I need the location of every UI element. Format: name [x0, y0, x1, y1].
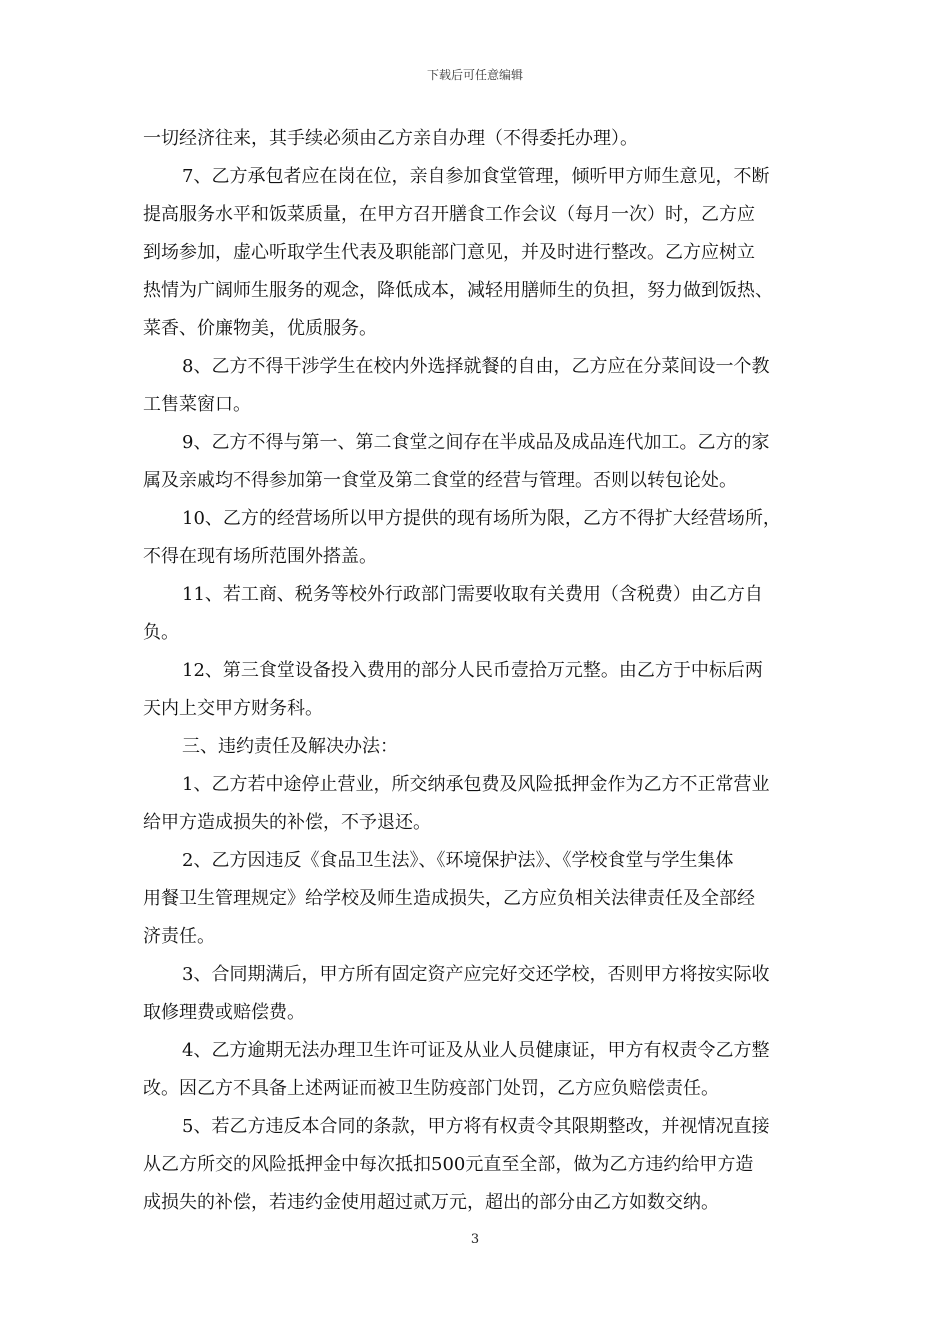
- text-line: 不得在现有场所范围外搭盖。: [143, 546, 377, 567]
- page-number: 3: [470, 1232, 480, 1247]
- text-line: 1、乙方若中途停止营业，所交纳承包费及风险抵押金作为乙方不正常营业: [182, 774, 770, 795]
- text-line: 5、若乙方违反本合同的条款，甲方将有权责令其限期整改，并视情况直接: [182, 1116, 770, 1137]
- text-line: 从乙方所交的风险抵押金中每次抵扣500元直至全部，做为乙方违约给甲方造: [143, 1154, 754, 1175]
- text-line: 10、乙方的经营场所以甲方提供的现有场所为限，乙方不得扩大经营场所，: [182, 508, 781, 529]
- text-line: 用餐卫生管理规定》给学校及师生造成损失，乙方应负相关法律责任及全部经: [143, 888, 755, 909]
- text-line: 2、乙方因违反《食品卫生法》、《环境保护法》、《学校食堂与学生集体: [182, 850, 734, 871]
- text-line: 济责任。: [143, 926, 215, 947]
- text-line: 7、乙方承包者应在岗在位，亲自参加食堂管理，倾听甲方师生意见，不断: [182, 166, 770, 187]
- text-line: 4、乙方逾期无法办理卫生许可证及从业人员健康证，甲方有权责令乙方整: [182, 1040, 770, 1061]
- page-header: 下载后可任意编辑: [426, 68, 523, 82]
- text-line: 属及亲戚均不得参加第一食堂及第二食堂的经营与管理。否则以转包论处。: [143, 470, 737, 491]
- text-line: 天内上交甲方财务科。: [143, 698, 323, 719]
- text-line: 菜香、价廉物美，优质服务。: [143, 318, 377, 339]
- text-line: 取修理费或赔偿费。: [143, 1002, 305, 1023]
- text-line: 负。: [143, 622, 179, 643]
- text-line: 12、第三食堂设备投入费用的部分人民币壹拾万元整。由乙方于中标后两: [182, 660, 763, 681]
- text-line: 成损失的补偿，若违约金使用超过贰万元，超出的部分由乙方如数交纳。: [143, 1192, 719, 1213]
- text-line: 9、乙方不得与第一、第二食堂之间存在半成品及成品连代加工。乙方的家: [182, 432, 770, 453]
- text-line: 8、乙方不得干涉学生在校内外选择就餐的自由，乙方应在分菜间设一个教: [182, 356, 770, 377]
- text-line: 11、若工商、税务等校外行政部门需要收取有关费用（含税费）由乙方自: [182, 584, 763, 605]
- text-line: 提高服务水平和饭菜质量，在甲方召开膳食工作会议（每月一次）时，乙方应: [143, 204, 755, 225]
- text-line: 给甲方造成损失的补偿，不予退还。: [143, 812, 431, 833]
- text-line: 三、违约责任及解决办法：: [182, 736, 398, 757]
- text-line: 改。因乙方不具备上述两证而被卫生防疫部门处罚，乙方应负赔偿责任。: [143, 1078, 719, 1099]
- contract-body: [143, 120, 810, 1222]
- text-line: 3、合同期满后，甲方所有固定资产应完好交还学校，否则甲方将按实际收: [182, 964, 770, 985]
- text-line: 工售菜窗口。: [143, 394, 251, 415]
- text-line: 热情为广阔师生服务的观念，降低成本，减轻用膳师生的负担，努力做到饭热、: [143, 280, 773, 301]
- text-line: 到场参加，虚心听取学生代表及职能部门意见，并及时进行整改。乙方应树立: [143, 242, 755, 263]
- text-line: 一切经济往来，其手续必须由乙方亲自办理（不得委托办理）。: [143, 128, 638, 149]
